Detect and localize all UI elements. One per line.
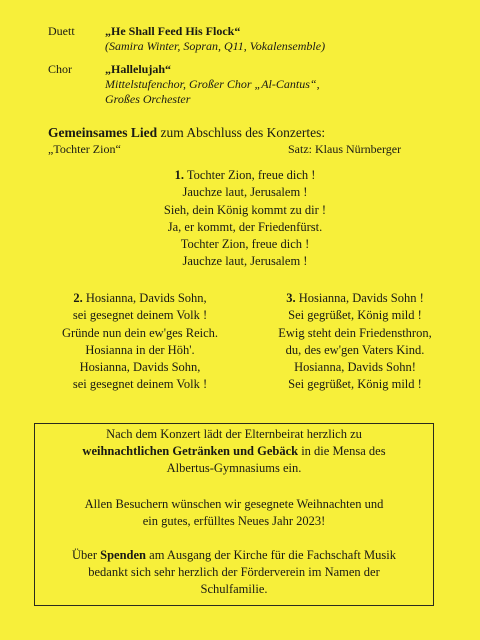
stanza-3 [255, 290, 455, 394]
stanza-line: Hosianna in der Höh'. [85, 342, 195, 357]
notice-bold: Spenden [100, 548, 147, 562]
lied-heading [48, 125, 468, 141]
stanza-line: Sei gegrüßet, König mild ! [288, 377, 422, 392]
lied-subline [48, 142, 468, 157]
stanza-line: sei gesegnet deinem Volk ! [72, 377, 208, 392]
notice-paragraph-refreshments: Nach dem Konzert lädt der Elternbeirat herzlich zu weihnachtlichen Getränken und Gebäck in die Mensa des Albertus-Gymnasiums ein. [82, 427, 386, 475]
stanza-line: Tochter Zion, freue dich ! [180, 237, 310, 252]
stanza-line: Hosianna, Davids Sohn, [79, 360, 201, 375]
stanza-line: Gründe nun dein ew'ges Reich. [61, 325, 219, 340]
stanza-1 [140, 167, 350, 271]
stanza-line: du, des ew'gen Vaters Kind. [285, 342, 425, 357]
song-title: „Tochter Zion“ [48, 142, 121, 156]
program-kind: Chor [48, 62, 72, 76]
stanza-2 [40, 290, 240, 394]
stanza-line: Jauchze laut, Jerusalem ! [182, 185, 308, 200]
stanza-line: 3. Hosianna, Davids Sohn ! [286, 291, 424, 305]
program-credit: (Samira Winter, Sopran, Q11, Vokalensemble) [105, 39, 326, 53]
stanza-line: Ewig steht dein Friedensthron, [278, 325, 432, 340]
lied-heading-bold: Lied [130, 125, 158, 140]
stanza-line: Hosianna, Davids Sohn! [294, 360, 416, 375]
stanza-line: Sieh, dein König kommt zu dir ! [163, 202, 327, 217]
lied-heading-bold: Gemeinsames [48, 125, 128, 140]
program-body [105, 62, 465, 107]
notice-bold: weihnachtlichen Getränken und Gebäck [82, 444, 299, 458]
stanza-line: 2. Hosianna, Davids Sohn, [73, 291, 207, 305]
stanza-number: 2. [73, 291, 83, 305]
stanza-number: 1. [174, 168, 184, 182]
stanza-line: Ja, er kommt, der Friedenfürst. [167, 219, 323, 234]
notice-paragraph-greetings: Allen Besuchern wünschen wir gesegnete Weihnachten und ein gutes, erfülltes Neues Jahr 2023! [84, 497, 384, 528]
program-credit: Großes Orchester [105, 92, 191, 106]
stanza-line: sei gesegnet deinem Volk ! [72, 308, 208, 323]
program-body [105, 24, 465, 54]
lied-heading-rest: zum Abschluss des Konzertes: [157, 125, 326, 140]
stanza-number: 3. [286, 291, 296, 305]
stanza-line: Sei gegrüßet, König mild ! [288, 308, 422, 323]
arrangement-credit: Satz: Klaus Nürnberger [288, 142, 402, 156]
program-kind: Duett [48, 24, 75, 38]
program-title: „Hallelujah“ [105, 62, 172, 76]
program-credit: Mittelstufenchor, Großer Chor „Al-Cantus“, [105, 77, 320, 91]
notice-paragraph-donations: Über Spenden am Ausgang der Kirche für die Fachschaft Musik bedankt sich sehr herzlich der Förderverein im Namen der Schulfamilie. [72, 548, 396, 596]
stanza-line: Jauchze laut, Jerusalem ! [182, 254, 308, 269]
stanza-line: 1. Tochter Zion, freue dich ! [174, 168, 316, 182]
program-title: „He Shall Feed His Flock“ [105, 24, 241, 38]
notice-box [34, 423, 434, 606]
